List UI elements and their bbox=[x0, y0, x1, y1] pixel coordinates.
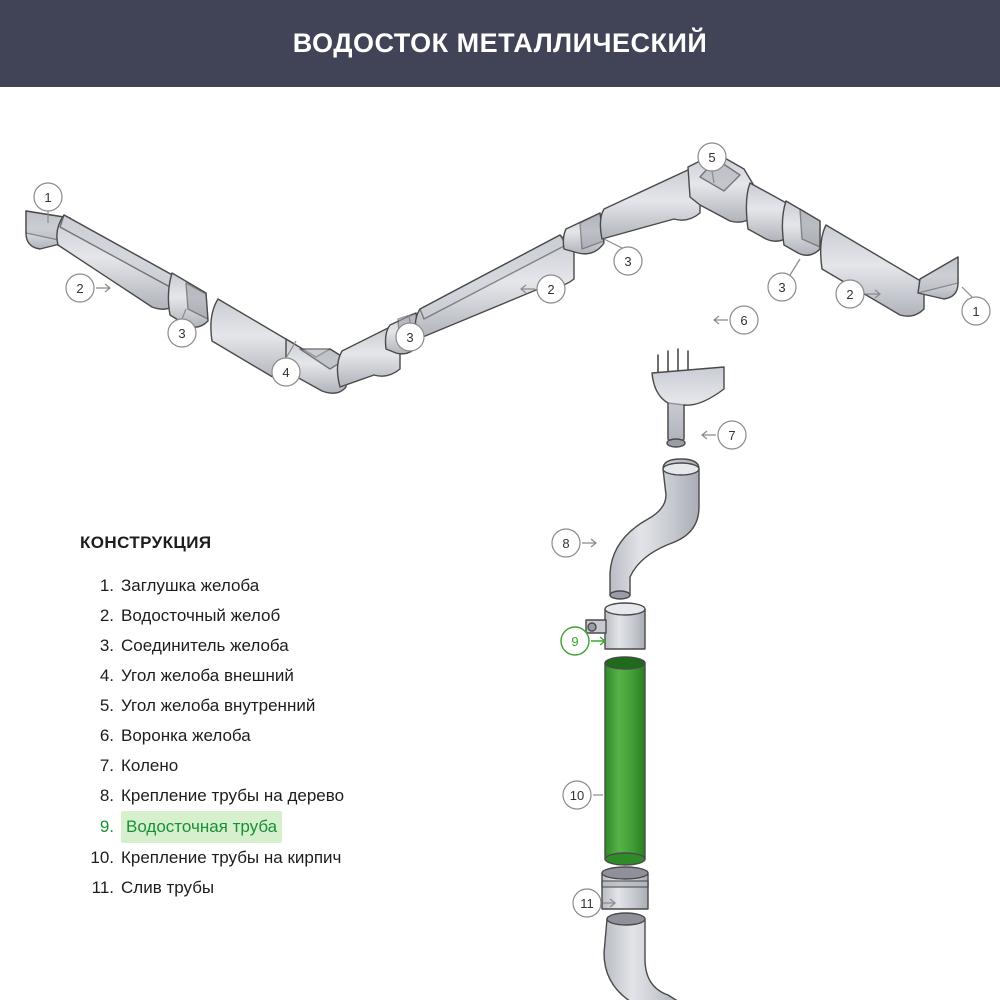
legend-item-number: 3. bbox=[99, 636, 114, 655]
legend-item-number: 5. bbox=[99, 696, 114, 715]
part-connector-right bbox=[782, 201, 820, 255]
part-downpipe-highlighted bbox=[605, 657, 645, 865]
legend-item-label: Соединитель желоба bbox=[121, 636, 289, 655]
callout-10 bbox=[563, 781, 603, 809]
callout-label: 3 bbox=[178, 326, 186, 341]
part-wood-bracket bbox=[586, 603, 645, 649]
callout-label: 1 bbox=[972, 304, 980, 319]
legend-item-11 bbox=[80, 873, 460, 903]
callout-label: 11 bbox=[580, 896, 594, 911]
part-connector-center bbox=[563, 213, 604, 254]
callout-label: 2 bbox=[76, 281, 84, 296]
callout-3-center bbox=[604, 239, 642, 275]
legend-item-3 bbox=[80, 631, 460, 661]
part-end-cap-right bbox=[918, 257, 958, 299]
legend-item-2 bbox=[80, 601, 460, 631]
diagram-canvas bbox=[0, 87, 1000, 1000]
callout-6 bbox=[714, 306, 758, 334]
legend-item-10 bbox=[80, 843, 460, 873]
callout-label: 3 bbox=[778, 280, 786, 295]
legend-item-label: Водосточная труба bbox=[121, 811, 282, 843]
legend-item-number: 7. bbox=[99, 756, 114, 775]
callout-label: 10 bbox=[569, 788, 585, 803]
legend-item-label: Угол желоба внешний bbox=[121, 666, 294, 685]
callout-3-right bbox=[768, 259, 800, 301]
legend-item-number: 6. bbox=[99, 726, 114, 745]
page-header bbox=[0, 0, 1000, 87]
callout-7 bbox=[702, 421, 746, 449]
callout-label: 6 bbox=[740, 313, 748, 328]
callout-1-right bbox=[962, 287, 990, 325]
legend-list bbox=[80, 571, 460, 903]
callout-label: 5 bbox=[708, 150, 716, 165]
callout-8 bbox=[552, 529, 596, 557]
page-title: ВОДОСТОК МЕТАЛЛИЧЕСКИЙ bbox=[292, 28, 708, 58]
legend-item-number: 2. bbox=[99, 606, 114, 625]
callout-label: 3 bbox=[406, 330, 414, 345]
legend-item-9 bbox=[80, 811, 460, 843]
legend-item-6 bbox=[80, 721, 460, 751]
callout-2-left bbox=[66, 274, 110, 302]
legend-item-label: Слив трубы bbox=[121, 878, 215, 897]
callout-label: 8 bbox=[562, 536, 570, 551]
part-funnel bbox=[652, 349, 724, 447]
part-gutter-right-c bbox=[821, 225, 924, 316]
callout-label: 2 bbox=[846, 287, 854, 302]
legend-item-5 bbox=[80, 691, 460, 721]
legend-item-label: Воронка желоба bbox=[121, 726, 251, 745]
legend-item-label: Водосточный желоб bbox=[121, 606, 281, 625]
legend-item-label: Угол желоба внутренний bbox=[121, 696, 316, 715]
legend-item-label: Крепление трубы на дерево bbox=[121, 786, 345, 805]
legend-item-4 bbox=[80, 661, 460, 691]
part-gutter-right-a bbox=[600, 169, 700, 239]
legend-item-number: 1. bbox=[99, 576, 114, 595]
legend-title: КОНСТРУКЦИЯ bbox=[80, 533, 212, 552]
legend-item-label: Заглушка желоба bbox=[121, 576, 260, 595]
part-drain-shoe bbox=[604, 913, 684, 1000]
callout-label: 3 bbox=[624, 254, 632, 269]
legend-item-7 bbox=[80, 751, 460, 781]
legend-item-number: 9. bbox=[99, 817, 114, 836]
legend-item-number: 10. bbox=[90, 848, 114, 867]
part-connector-left bbox=[168, 273, 208, 327]
callout-label: 7 bbox=[728, 428, 736, 443]
callout-label: 2 bbox=[547, 282, 555, 297]
legend-item-8 bbox=[80, 781, 460, 811]
legend bbox=[80, 533, 460, 903]
legend-item-number: 8. bbox=[99, 786, 114, 805]
part-elbow bbox=[610, 459, 699, 599]
callout-label: 9 bbox=[571, 634, 579, 649]
callout-label: 4 bbox=[282, 365, 290, 380]
legend-item-1 bbox=[80, 571, 460, 601]
legend-item-label: Колено bbox=[121, 756, 179, 775]
legend-item-number: 4. bbox=[99, 666, 114, 685]
legend-item-label: Крепление трубы на кирпич bbox=[121, 848, 342, 867]
legend-item-number: 11. bbox=[91, 878, 114, 897]
callout-label: 1 bbox=[44, 190, 52, 205]
